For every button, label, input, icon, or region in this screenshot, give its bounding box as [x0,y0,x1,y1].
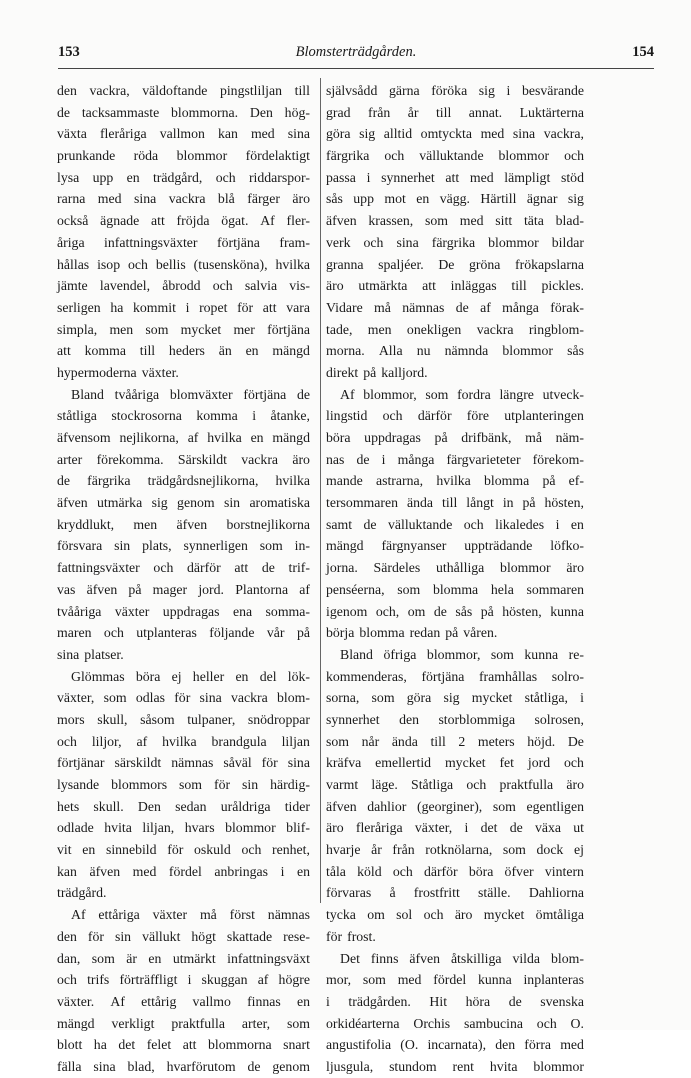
text-line: lysande blommors som för sin härdig- [57,777,310,792]
right-page-number: 154 [632,44,654,60]
text-line: den för sin vällukt högt skattade rese- [57,928,310,944]
text-line: äfven dahlior (georginer), som egentligen [326,798,584,814]
text-line: äfvensom nejlikorna, af hvilka en mängd [57,430,310,445]
column-divider [320,78,321,903]
left-page-number: 153 [58,44,80,60]
text-line: och trifs förträffligt i skuggan af högre [57,972,310,988]
text-line: blott ha det felet att blommorna snart [57,1037,310,1053]
text-line: rarna med sina vackra blå färger äro [57,191,310,207]
text-line: sina platser. [57,646,124,662]
text-line: Glömmas böra ej heller en del lök- [71,668,310,684]
text-line: kan äfven med fördel anbringas i en [57,863,310,879]
text-line: och liljor, af hvilka brandgula liljan [57,733,310,749]
text-line: lingstid och därför före utplanteringen [326,408,584,424]
text-line: hets skull. Den sedan uråldriga tider [57,798,310,814]
text-line: sorna, som göra sig mycket ståtliga, i [326,690,584,706]
text-line: angustifolia (O. incarnata), den förra med [326,1037,584,1053]
text-line: äro utmärkta att inläggas till pickles. [326,278,584,294]
text-line: mande astrarna, hvilka blomma på ef- [326,473,584,489]
text-line: tvååriga växter uppdragas ena somma- [57,603,310,619]
text-line: prunkande röda blommor fördelaktigt [57,148,310,164]
text-line: verk och sina färgrika blommor bildar [326,234,584,250]
text-line: ljusgula, stundom rent hvita blommor [326,1058,584,1074]
text-line: serligen ha kommit i ropet för att vara [57,299,310,315]
text-line: i trädgården. Hit höra de svenska [326,993,584,1009]
text-line: simpla, men som mycket mer förtjäna [57,321,310,337]
text-line: kräfva emellertid mycket fet jord och [326,755,584,771]
text-line: de färgrika trädgårdsnejlikorna, hvilka [57,473,310,489]
text-line: mors skull, såsom tulpaner, snödroppar [57,711,310,727]
header-rule [58,68,654,69]
text-line: tade, men onekligen vackra ringblom- [326,321,584,337]
text-line: också ägnade att fröjda ögat. Af fler- [57,213,310,229]
text-line: maren och utplanteras följande vår på [57,625,310,641]
text-line: mängd färgnyanser uppträdande löfko- [326,538,584,554]
text-line: för frost. [326,928,376,944]
text-line: tersommaren ända till långt in på hösten, [326,495,584,511]
text-line: trädgård. [57,885,107,901]
text-line: äro fleråriga växter, i det de växa ut [326,820,584,836]
text-line: äfven utmärka sig genom sin aromatiska [57,495,310,511]
text-line: självsådd gärna föröka sig i besvärande [326,83,584,98]
text-line: varmt läge. Ståtliga och praktfulla äro [326,777,584,792]
text-line: granna spaljéer. De gröna frökapslarna [326,256,584,272]
text-line: Af blommor, som fordra längre utveck- [340,386,584,402]
text-line: orkidéarterna Orchis sambucina och O. [326,1015,584,1031]
text-line: växta fleråriga vallmon kan med sina [57,126,310,142]
text-line: odlade hvita liljan, hvars blommor blif- [57,820,310,836]
text-line: sås upp mot en vägg. Härtill ägnar sig [326,191,584,207]
text-line: igenom och, om de sås på hösten, kunna [326,603,584,619]
text-line: fattningsväxter och därför att de trif- [57,560,310,576]
text-line: äfven krassen, som med sitt täta blad- [326,213,584,229]
text-line: den vackra, väldoftande pingstliljan till [57,83,310,98]
text-line: att komma till heders än en mängd [57,343,310,359]
text-line: som når ända till 2 meters höjd. De [326,733,584,749]
text-line: växter. Af ettårig vallmo finnas en [57,993,310,1009]
text-line: fälla sina blad, hvarförutom de genom [57,1058,310,1074]
text-line: Det finns äfven åtskilliga vilda blom- [340,950,584,966]
text-line: direkt på kalljord. [326,364,428,380]
text-line: arter förekomma. Särskildt vackra äro [57,451,310,467]
text-line: samt de välluktande och likaledes i en [326,516,584,532]
text-line: förtjänar särskildt nämnas såväl för sina [57,755,310,771]
text-line: färgrika och välluktande blommor och [326,148,584,164]
text-line: morna. Alla nu nämnda blommor sås [326,343,584,359]
text-line: vas äfven på mager jord. Plantorna af [57,581,310,597]
text-line: lysa upp en trädgård, och riddarspor- [57,169,310,185]
text-line: Af ettåriga växter må först nämnas [71,907,310,923]
text-line: Bland öfriga blommor, som kunna re- [340,646,584,662]
text-line: nas de i många färgvarieteter förekom- [326,451,584,467]
text-line: försvara sin plats, synnerligen som in- [57,538,310,554]
text-line: tycka om sol och äro mycket ömtåliga [326,907,584,923]
text-line: hypermoderna växter. [57,364,179,380]
text-line: grad från år till annat. Luktärterna [326,104,584,120]
text-line: passa i synnerhet att med lämpligt stöd [326,169,584,185]
text-line: ståtliga stockrosorna komma i åtanke, [57,408,310,424]
text-line: hållas isop och bellis (tusensköna), hvilka [57,256,310,272]
text-line: de tacksammaste blommorna. Den hög- [57,104,310,120]
text-line: mängd verkligt praktfulla arter, som [57,1015,310,1031]
text-line: Vidare må nämnas de af många förak- [326,299,584,315]
text-line: åriga infattningsväxter förtjäna fram- [57,234,310,250]
text-line: penséerna, som blomma hela sommaren [326,581,584,597]
text-line: kryddlukt, men äfven borstnejlikorna [57,516,310,532]
text-line: växter, som odlas för sina vackra blom- [57,690,310,706]
text-line: dan, som är en utmärkt infattningsväxt [57,950,310,966]
text-line: jorna. Särdeles uthålliga blommor äro [326,560,584,576]
text-line: hvarje år från rotknölarna, som dock ej [326,842,584,858]
text-line: jämte lavendel, åbrodd och salvia vis- [57,278,310,294]
text-line: förvaras å frostfritt ställe. Dahliorna [326,885,584,901]
text-line: tåla köld och därför böra öfver vintern [326,863,584,879]
text-line: mor, som med fördel kunna inplanteras [326,972,584,988]
text-line: böra uppdragas på drifbänk, må näm- [326,430,584,445]
text-line: kommenderas, förtjäna framhållas solro- [326,668,584,684]
text-line: börja blomma redan på våren. [326,625,498,641]
text-line: Bland tvååriga blomväxter förtjäna de [71,386,310,402]
running-title: Blomsterträdgården. [295,44,417,60]
text-line: vit en sinnebild för oskuld och renhet, [57,842,310,858]
text-line: göra sig alltid omtyckta med sina vackra, [326,126,584,142]
right-text-column [326,80,584,1078]
text-line: synnerhet den storblommiga solrosen, [326,711,584,727]
running-header [58,44,654,66]
left-text-column [57,80,310,1078]
